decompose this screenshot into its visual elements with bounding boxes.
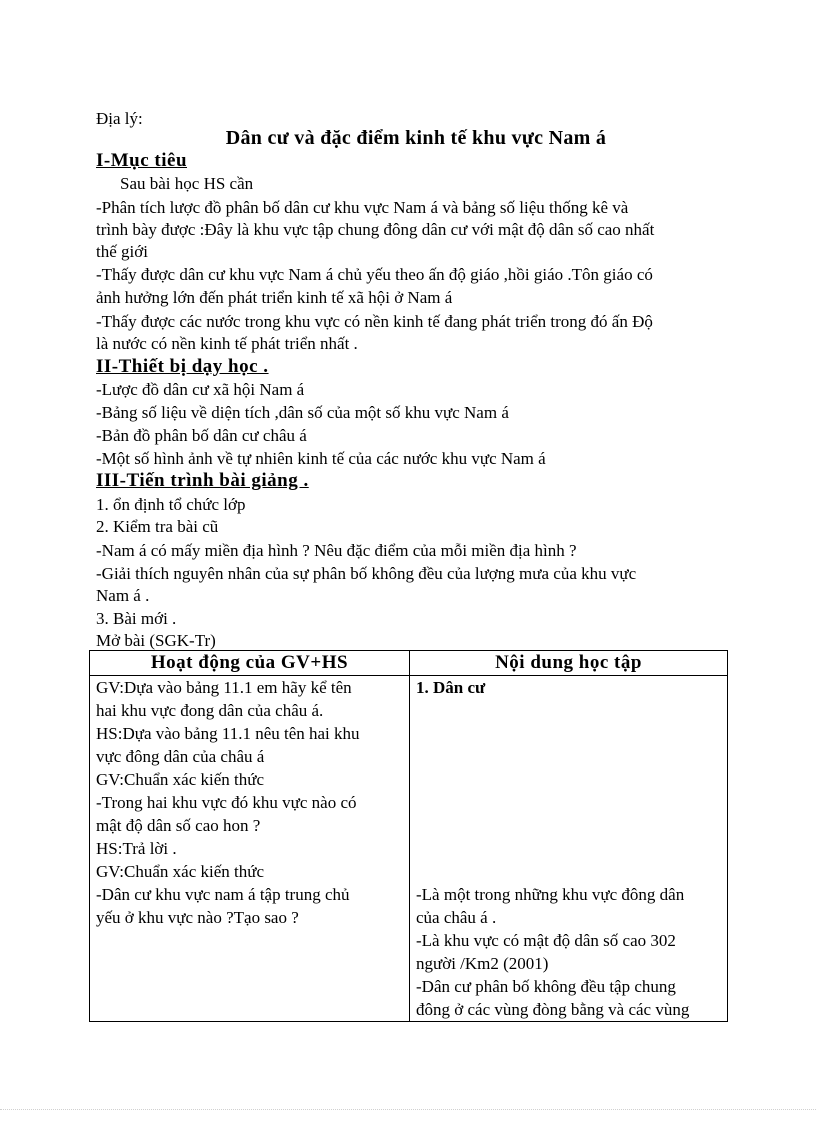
- activity-line: yếu ở khu vực nào ?Tạo sao ?: [96, 908, 299, 927]
- objectives-line: thế giới: [96, 242, 148, 261]
- table-row: [90, 676, 728, 1022]
- subject-label: Địa lý:: [96, 109, 143, 128]
- activity-table: [89, 650, 728, 1022]
- table-cell-activities: [90, 676, 410, 1022]
- objectives-line: trình bày được :Đây là khu vực tập chung đông dân cư với mật độ dân số cao nhất: [96, 220, 655, 239]
- content-line: -Dân cư phân bố không đều tập chung: [416, 977, 676, 996]
- content-line: -Là khu vực có mật độ dân số cao 302: [416, 931, 676, 950]
- activity-line: GV:Chuẩn xác kiến thức: [96, 862, 264, 881]
- procedure-line: Mở bài (SGK-Tr): [96, 631, 216, 650]
- table-header-row: [90, 651, 728, 676]
- objectives-line: -Thấy được dân cư khu vực Nam á chủ yếu theo ấn độ giáo ,hồi giáo .Tôn giáo có: [96, 265, 653, 284]
- section-heading-equipment: II-Thiết bị dạy học .: [96, 356, 269, 377]
- equipment-line: -Lược đồ dân cư xã hội Nam á: [96, 380, 305, 399]
- activity-line: -Trong hai khu vực đó khu vực nào có: [96, 793, 357, 812]
- page-bottom-divider: [0, 1109, 816, 1110]
- table-cell-content: [410, 676, 728, 1022]
- content-line: đông ở các vùng đòng bằng và các vùng: [416, 1000, 690, 1019]
- activity-line: -Dân cư khu vực nam á tập trung chủ: [96, 885, 350, 904]
- table-header-content: Nội dung học tập: [410, 651, 728, 676]
- procedure-line: -Giải thích nguyên nhân của sự phân bố không đều của lượng mưa của khu vực: [96, 564, 637, 583]
- activity-line: GV:Dựa vào bảng 11.1 em hãy kể tên: [96, 678, 352, 697]
- objectives-line: -Thấy được các nước trong khu vực có nền kinh tế đang phát triển trong đó ấn Độ: [96, 312, 653, 331]
- activity-line: hai khu vực đong dân của châu á.: [96, 701, 324, 720]
- equipment-line: -Một số hình ảnh về tự nhiên kinh tế của các nước khu vực Nam á: [96, 449, 546, 468]
- procedure-line: -Nam á có mấy miền địa hình ? Nêu đặc điểm của mỗi miền địa hình ?: [96, 541, 577, 560]
- content-line: -Là một trong những khu vực đông dân: [416, 885, 685, 904]
- content-line: của châu á .: [416, 908, 497, 927]
- equipment-line: -Bản đồ phân bố dân cư châu á: [96, 426, 307, 445]
- objectives-line: ảnh hưởng lớn đến phát triển kinh tế xã hội ở Nam á: [96, 288, 453, 307]
- table-header-activities: Hoạt động của GV+HS: [90, 651, 410, 676]
- equipment-line: -Bảng số liệu về diện tích ,dân số của một số khu vực Nam á: [96, 403, 509, 422]
- procedure-line: 3. Bài mới .: [96, 609, 177, 628]
- activity-line: mật độ dân số cao hon ?: [96, 816, 261, 835]
- activity-line: vực đông dân của châu á: [96, 747, 265, 766]
- page-title: Dân cư và đặc điểm kinh tế khu vực Nam á: [225, 127, 607, 149]
- activity-line: HS:Dựa vào bảng 11.1 nêu tên hai khu: [96, 724, 360, 743]
- procedure-line: Nam á .: [96, 586, 150, 605]
- content-line: người /Km2 (2001): [416, 954, 549, 973]
- objectives-line: -Phân tích lược đồ phân bố dân cư khu vực Nam á và bảng số liệu thống kê và: [96, 198, 629, 217]
- objectives-line: là nước có nền kinh tế phát triển nhất .: [96, 334, 358, 353]
- section-heading-objectives: I-Mục tiêu: [96, 150, 188, 171]
- content-section-title: 1. Dân cư: [416, 678, 486, 697]
- section-heading-procedure: III-Tiến trình bài giảng .: [96, 470, 309, 491]
- content-spacer: [416, 699, 721, 883]
- activity-line: GV:Chuẩn xác kiến thức: [96, 770, 264, 789]
- procedure-line: 2. Kiểm tra bài cũ: [96, 517, 219, 536]
- objectives-intro: Sau bài học HS cần: [120, 174, 254, 193]
- procedure-line: 1. ổn định tổ chức lớp: [96, 495, 246, 514]
- activity-line: HS:Trả lời .: [96, 839, 177, 858]
